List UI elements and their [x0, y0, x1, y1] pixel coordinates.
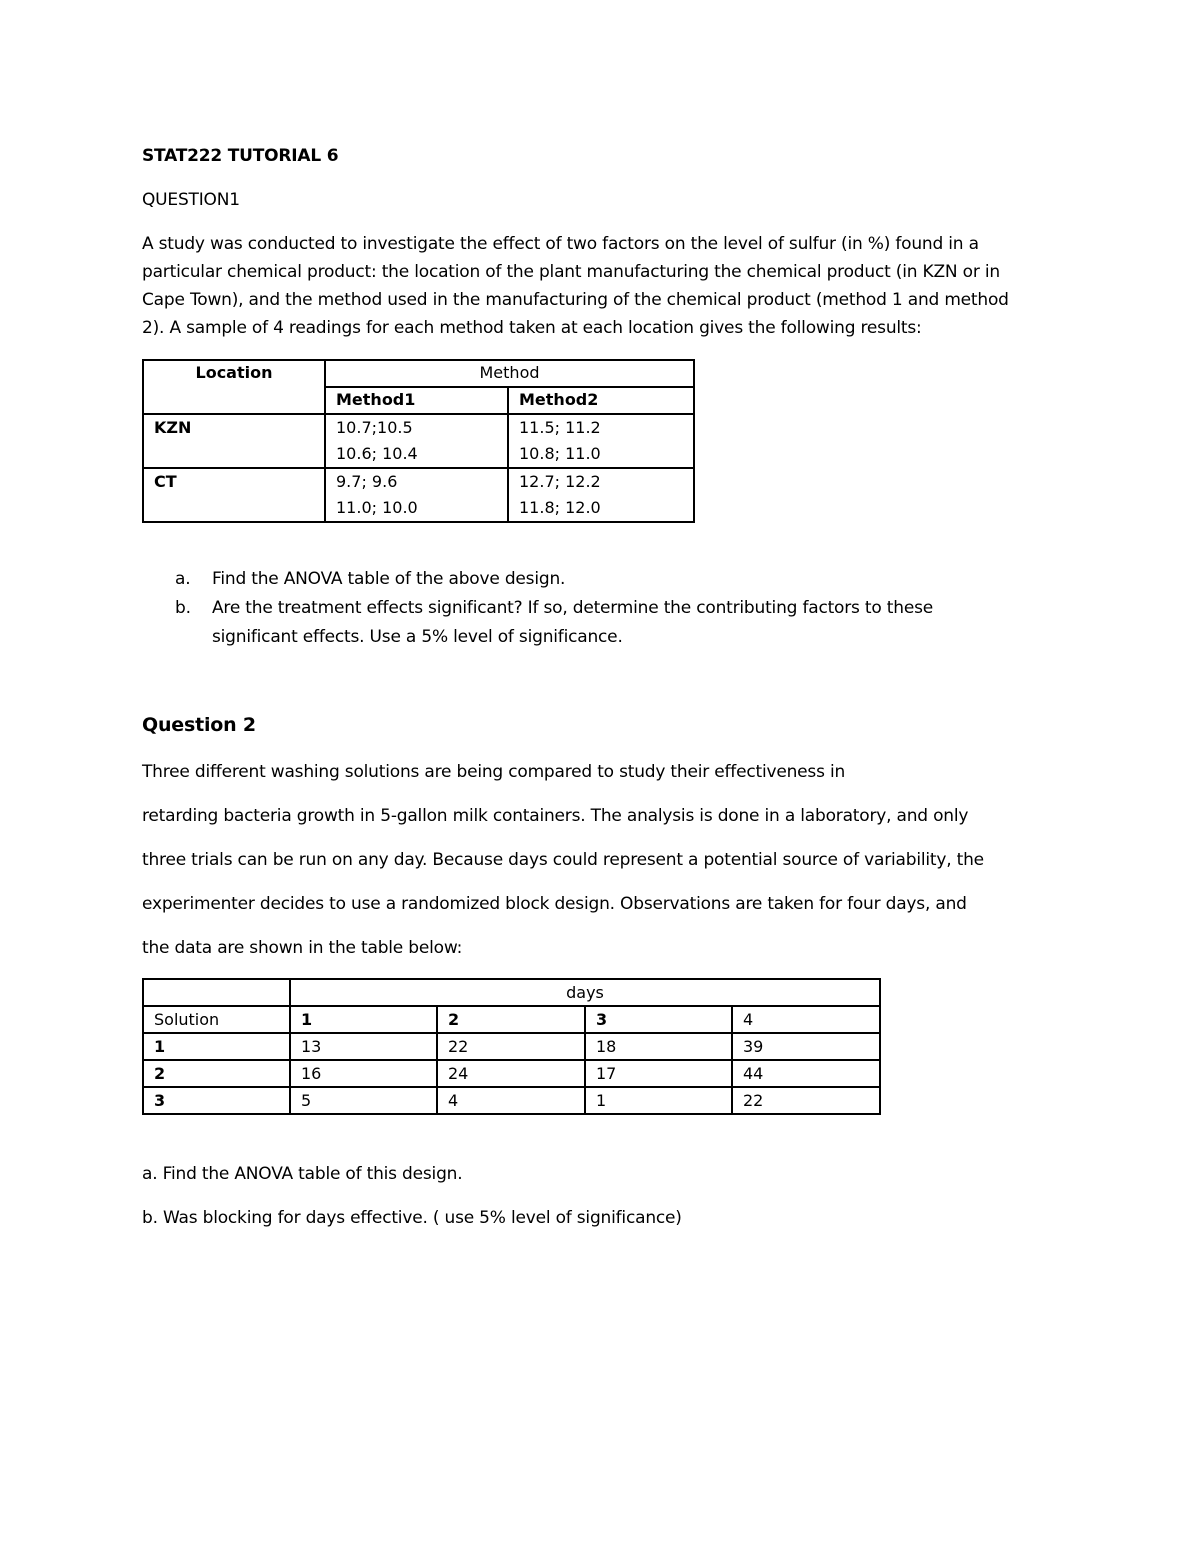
cell-line: 11.8; 12.0	[519, 498, 601, 517]
table-cell: 1	[585, 1087, 732, 1114]
day-label: 1	[290, 1006, 437, 1033]
cell-line: 11.0; 10.0	[336, 498, 418, 517]
question1-heading: QUESTION1	[142, 190, 240, 210]
q2-paragraph-line: experimenter decides to use a randomized block design. Observations are taken for four days, and	[142, 894, 967, 914]
sulfur-data-table	[142, 359, 695, 523]
cell-line: 9.7; 9.6	[336, 472, 398, 491]
q1-paragraph-line: Cape Town), and the method used in the manufacturing of the chemical product (method 1 and method	[142, 290, 1009, 310]
q2-paragraph-line: the data are shown in the table below:	[142, 938, 463, 958]
list-text: Find the ANOVA table of the above design.	[212, 569, 566, 589]
cell-line: 11.5; 11.2	[519, 418, 601, 437]
table-cell: 39	[732, 1033, 880, 1060]
solution-header: Solution	[143, 1006, 290, 1033]
solution-label: 3	[143, 1087, 290, 1114]
table-row	[143, 1006, 880, 1033]
row-label-kzn: KZN	[143, 414, 325, 468]
table-cell: 22	[437, 1033, 585, 1060]
list-text: Are the treatment effects significant? If so, determine the contributing factors to these	[212, 598, 933, 618]
solution-label: 1	[143, 1033, 290, 1060]
table-cell	[325, 468, 508, 522]
q2-item-a: a. Find the ANOVA table of this design.	[142, 1164, 463, 1184]
day-label: 4	[732, 1006, 880, 1033]
table-row	[143, 1033, 880, 1060]
q1-paragraph-line: 2). A sample of 4 readings for each method taken at each location gives the following results:	[142, 318, 922, 338]
list-text: significant effects. Use a 5% level of significance.	[212, 627, 623, 647]
method1-header: Method1	[325, 387, 508, 414]
q2-paragraph-line: three trials can be run on any day. Because days could represent a potential source of variability, the	[142, 850, 984, 870]
table-cell: 18	[585, 1033, 732, 1060]
cell-line: 10.7;10.5	[336, 418, 413, 437]
table-row	[143, 1060, 880, 1087]
table-row	[143, 360, 694, 387]
table-cell: 13	[290, 1033, 437, 1060]
cell-line: 12.7; 12.2	[519, 472, 601, 491]
table-cell: 16	[290, 1060, 437, 1087]
bacteria-data-table	[142, 978, 881, 1115]
table-cell: 22	[732, 1087, 880, 1114]
method2-header: Method2	[508, 387, 694, 414]
list-marker: a.	[175, 569, 191, 589]
table-cell	[508, 414, 694, 468]
q2-paragraph-line: retarding bacteria growth in 5-gallon milk containers. The analysis is done in a laboratory, and only	[142, 806, 969, 826]
cell-line: 10.6; 10.4	[336, 444, 418, 463]
q2-paragraph-line: Three different washing solutions are being compared to study their effectiveness in	[142, 762, 846, 782]
table-cell-empty	[143, 979, 290, 1006]
day-label: 3	[585, 1006, 732, 1033]
solution-label: 2	[143, 1060, 290, 1087]
day-label: 2	[437, 1006, 585, 1033]
question2-heading: Question 2	[142, 714, 256, 736]
q2-item-b: b. Was blocking for days effective. ( use 5% level of significance)	[142, 1208, 682, 1228]
row-label-ct: CT	[143, 468, 325, 522]
table-row	[143, 414, 694, 468]
document-title: STAT222 TUTORIAL 6	[142, 146, 339, 166]
location-header: Location	[143, 360, 325, 414]
list-marker: b.	[175, 598, 191, 618]
table-cell: 44	[732, 1060, 880, 1087]
days-header: days	[290, 979, 880, 1006]
table-cell: 4	[437, 1087, 585, 1114]
q1-paragraph-line: A study was conducted to investigate the effect of two factors on the level of sulfur (in %) found in a	[142, 234, 979, 254]
table-cell: 5	[290, 1087, 437, 1114]
cell-line: 10.8; 11.0	[519, 444, 601, 463]
table-cell	[325, 414, 508, 468]
table-cell: 17	[585, 1060, 732, 1087]
q1-paragraph-line: particular chemical product: the location of the plant manufacturing the chemical product (in KZN or in	[142, 262, 1000, 282]
table-cell	[508, 468, 694, 522]
table-row	[143, 979, 880, 1006]
table-cell: 24	[437, 1060, 585, 1087]
method-header: Method	[325, 360, 694, 387]
table-row	[143, 1087, 880, 1114]
table-row	[143, 468, 694, 522]
